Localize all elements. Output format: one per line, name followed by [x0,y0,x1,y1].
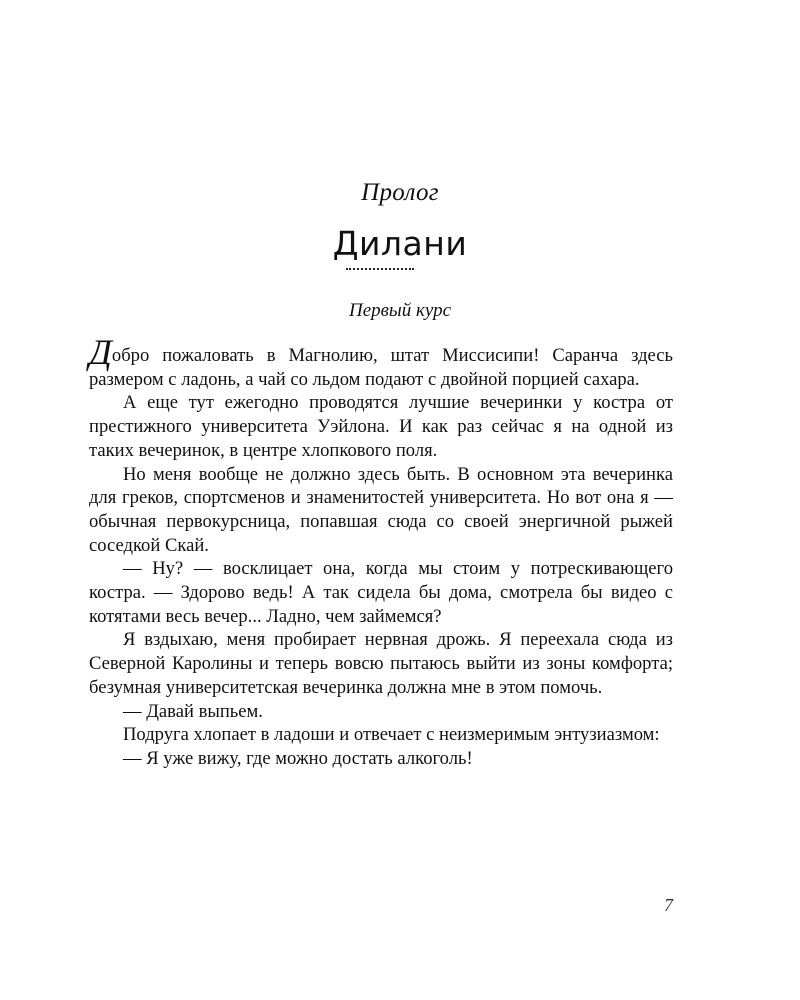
page-number: 7 [664,895,673,915]
paragraph: — Я уже вижу, где можно достать алкоголь! [123,747,473,769]
chapter-title: Дилани [332,224,468,263]
paragraph: А еще тут ежегодно проводятся лучшие вечеринки у костра от престижного университета Уэйлона. И как раз сейчас я на одной из таких вечеринок, в центре хлопкового поля. [89,392,673,461]
paragraph: — Ну? — восклицает она, когда мы стоим у потрескивающего костра. — Здорово ведь! А так сидела бы дома, смотрела бы видео с котятами весь вечер... Ладно, чем займемся? [89,558,673,627]
paragraph: Но меня вообще не должно здесь быть. В основном эта вечеринка для греков, спортсменов и знаменитостей университета. Но вот она я — обычная первокурсница, попавшая сюда со своей энергичной рыжей соседкой Скай. [89,463,673,556]
prolog-heading: Пролог [361,179,439,206]
body-text [89,332,673,771]
paragraph [89,332,673,391]
dotted-divider [346,268,414,270]
paragraph: — Давай выпьем. [123,700,263,722]
chapter-subtitle: Первый курс [348,300,452,321]
paragraph-text: обро пожаловать в Магнолию, штат Миссисипи! Саранча здесь размером с ладонь, а чай со льдом подают с двойной порцией сахара. [89,345,673,390]
dropcap-letter: Д [89,332,112,372]
paragraph: Я вздыхаю, меня пробирает нервная дрожь. Я переехала сюда из Северной Каролины и теперь вовсю пытаюсь выйти из зоны комфорта; безумная университетская вечеринка должна мне в этом помочь. [89,629,673,698]
paragraph: Подруга хлопает в ладоши и отвечает с неизмеримым энтузиазмом: [123,724,660,746]
